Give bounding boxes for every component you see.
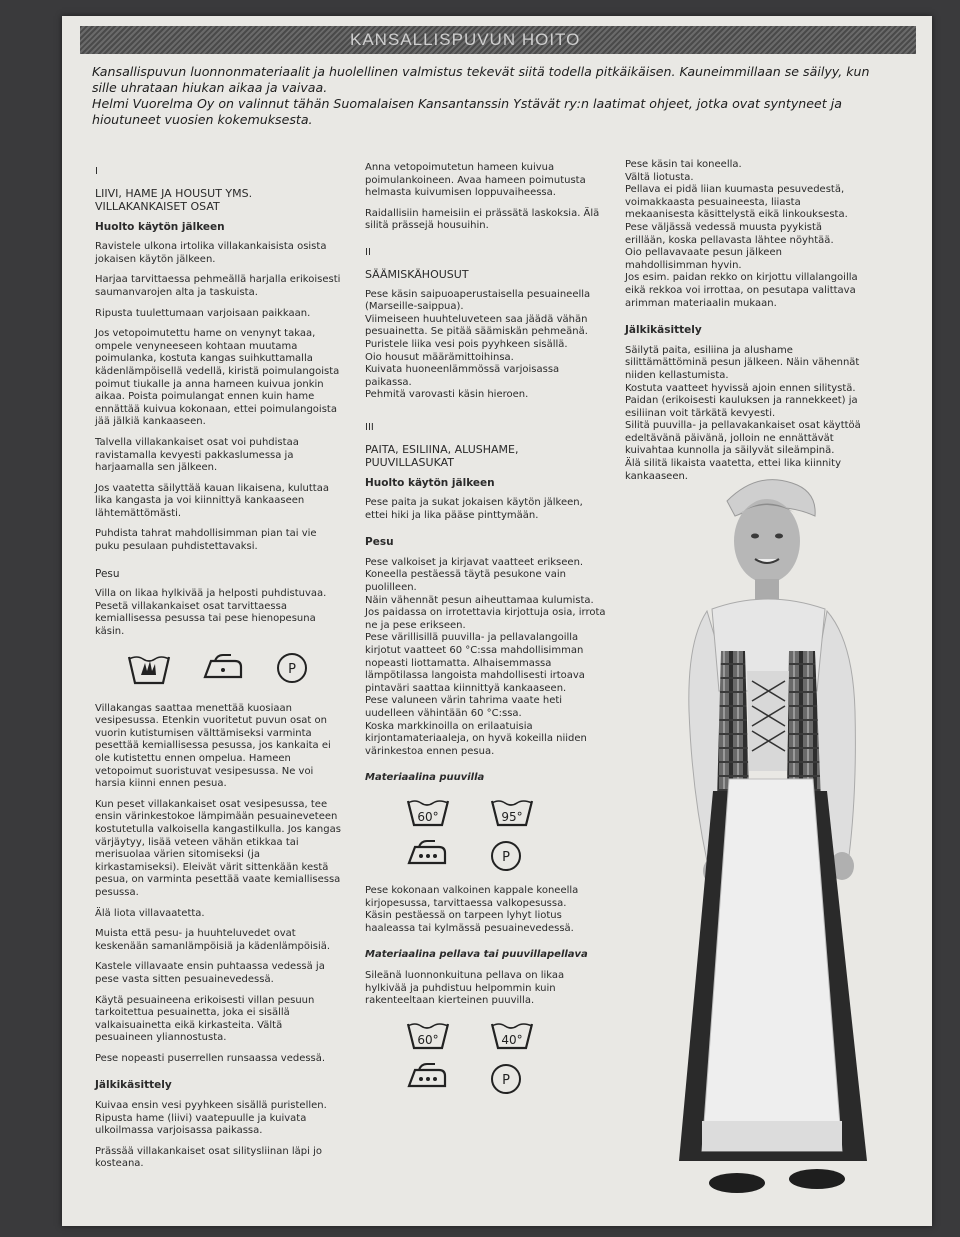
- s3-p4: Näin vähennät pesun aiheuttamaa kulumista.: [365, 594, 594, 606]
- s3-p9: Pese kokonaan valkoinen kappale koneella kirjopesussa, tarvittaessa valkopesussa.: [365, 884, 579, 909]
- wash-60-label-2: 60°: [417, 1032, 439, 1047]
- c3-p11: Älä silitä likaista vaatetta, ettei lika kiinnity kankaaseen.: [625, 458, 842, 482]
- c3-p9: Paidan (erikoisesti kauluksen ja rannekkeet) ja esiliinan voit tärkätä kevyesti.: [625, 395, 858, 419]
- dry-clean-p-icon-2: [489, 839, 523, 873]
- wash-95-label: 95°: [501, 809, 523, 824]
- iron-icon: [201, 653, 247, 683]
- costume-model-photo: [617, 461, 929, 1226]
- intro-paragraph-2: Helmi Vuorelma Oy on valinnut tähän Suomalaisen Kansantanssin Ystävät ry:n laatimat ohjeet, jotka ovat syntyneet ja hioutuneet vuosien kokemuksesta.: [92, 96, 842, 127]
- section-3-subheading-after-use: Huolto käytön jälkeen: [365, 476, 495, 489]
- c2-top-p2: Raidallisiin hameisiin ei prässätä laskoksia. Älä silitä prässejä housuihin.: [365, 207, 600, 232]
- intro-paragraph-1: Kansallispuvun luonnonmateriaalit ja huolellinen valmistus tekevät siitä todella pitkäikäisen. Kauneimmillaan se säilyy, kun sille uhrataan hiukan aikaa ja vaivaa.: [92, 64, 870, 95]
- s1-p14: Käytä pesuaineena erikoisesti villan pesuun tarkoitettua pesuainetta, joka ei sisällä valkaisuainetta eikä kirkasteita. Vältä pesuaineen yliannostusta.: [95, 994, 315, 1044]
- s1-p15: Pese nopeasti puserrellen runsaassa vedessä.: [95, 1052, 326, 1064]
- wash-40-icon: [489, 1018, 535, 1052]
- s1-p4: Jos vetopoimutettu hame on venynyt takaa, ompele venyneeseen kohtaan muutama poimulanka, kostuta kangas suihkuttamalla kädenlämpöisellä vedellä, kiristä poimulangoista poimut tiukalle ja anna hameen kuivua jonkin aikaa. Poista poimulangat ennen kuin hame ennättää kuivua kokonaan, ettei poimulangoista jää jälkiä kankaaseen.: [95, 328, 340, 428]
- s2-p6: Pehmitä varovasti käsin hieroen.: [365, 389, 529, 401]
- section-2-title: SÄÄMISKÄHOUSUT: [365, 267, 469, 281]
- s1-p9: Villakangas saattaa menettää kuosiaan vesipesussa. Etenkin vuoritetut puvun osat on vuorin kutistumisen välttämiseksi varminta pesettää kemiallisessa pesussa, jos kankaita ei ole kutistettu ennen ompelua. Hameen vetopoimut suoristuvat vesipesussa. Ne voi harsia kiinni ennen pesua.: [95, 702, 331, 790]
- s1-p8: Villa on likaa hylkivää ja helposti puhdistuvaa. Pesetä villakankaiset osat tarvittaessa kemiallisessa pesussa tai pese hienopesuna käsin.: [95, 588, 327, 638]
- c3-p6: Jos esim. paidan rekko on kirjottu villalangoilla eikä rekkoa voi irrottaa, on pesutapa valittava arimman materiaalin mukaan.: [625, 272, 858, 309]
- s3-p3: Koneella pestäessä täytä pesukone vain puolilleen.: [365, 569, 566, 594]
- column-2: [365, 162, 607, 1108]
- c3-p10: Silitä puuvilla- ja pellavakankaiset osat käyttöä edeltävänä päivänä, jolloin ne ennättävät kuivahtaa kunnolla ja säilyvät sileämpinä.: [625, 420, 861, 457]
- s3-p6: Pese värillisillä puuvilla- ja pellavalangoilla kirjotut vaatteet 60 °C:ssa mahdollisimman nopeasti liottamatta. Alhaisemmassa lämpötilassa langoista mahdollisesti irtoava pintaväri saattaa kiinnittyä kankaaseen.: [365, 632, 585, 694]
- c2-top-p1: Anna vetopoimutetun hameen kuivua poimulankoineen. Avaa hameen poimutusta helmasta kuivumisen loppuvaiheessa.: [365, 162, 586, 199]
- s2-p5: Kuivata huoneenlämmössä varjoisassa paikassa.: [365, 364, 560, 388]
- s2-p1: Pese käsin saipuoaperustaisella pesuaineella (Marseille-saippua).: [365, 288, 591, 313]
- c3-p7: Säilytä paita, esiliina ja alushame silittämättöminä pesun jälkeen. Näin vähennät niiden kellastumista.: [625, 344, 860, 381]
- s1-p10: Kun peset villakankaiset osat vesipesussa, tee ensin värinkestokoe lämpimään pesuaineveteen kostutetulla valkoisella kangastilkulla. Jos kangas värjäytyy, lisää veteen vähän etikkaa tai merisuolaa värien sitomiseksi (ja kirkastamiseksi). Eleivät värit sittenkään kestä pesua, on varminta pesettää vaate kemiallisessa pesussa.: [95, 798, 341, 898]
- c3-p2: Vältä liotusta.: [625, 171, 694, 183]
- section-3-title: PAITA, ESILIINA, ALUSHAME, PUUVILLASUKAT: [365, 442, 519, 469]
- section-1-number: I: [95, 166, 98, 177]
- column-1: [95, 166, 343, 1179]
- cotton-care-symbols: [405, 795, 607, 873]
- instruction-sheet: [62, 16, 932, 1226]
- s1-p3: Ripusta tuulettumaan varjoisaan paikkaan.: [95, 307, 311, 319]
- section-1-title: LIIVI, HAME JA HOUSUT YMS. VILLAKANKAISET OSAT: [95, 186, 253, 213]
- c3-p4: Pese väljässä vedessä muusta pyykistä erillään, koska pellavasta lähtee nöyhtää.: [625, 221, 834, 246]
- s3-p5: Jos paidassa on irrotettavia kirjottuja osia, irrota ne ja pese erikseen.: [365, 607, 606, 631]
- wash-60-label: 60°: [417, 809, 439, 824]
- s1-p7: Puhdista tahrat mahdollisimman pian tai vie puku pesulaan puhdistettavaksi.: [95, 528, 317, 553]
- section-1-subheading-after-use: Huolto käytön jälkeen: [95, 220, 225, 233]
- s1-p13: Kastele villavaate ensin puhtaassa vedessä ja pese vasta sitten pesuainevedessä.: [95, 961, 325, 985]
- section-1-subheading-after-treatment: Jälkikäsittely: [95, 1079, 172, 1092]
- linen-care-symbols: [405, 1018, 607, 1096]
- s1-p16: Kuivaa ensin vesi pyyhkeen sisällä puristellen. Ripusta hame (liivi) vaatepuulle ja kuivata ulkoilmassa varjoisassa paikassa.: [95, 1100, 327, 1137]
- s1-p1: Ravistele ulkona irtolika villakankaisista osista jokaisen käytön jälkeen.: [95, 241, 327, 265]
- iron-hot-icon: [405, 839, 451, 869]
- wool-care-symbols: [125, 649, 343, 687]
- title-banner: [80, 26, 916, 54]
- s3-p2: Pese valkoiset ja kirjavat vaatteet erikseen.: [365, 556, 584, 568]
- s1-p17: Prässää villakankaiset osat silitysliinan läpi jo kosteana.: [95, 1145, 322, 1170]
- iron-hot-icon-2: [405, 1062, 451, 1092]
- s3-p11: Sileänä luonnonkuituna pellava on likaa hylkivää ja puhdistuu helpommin kuin rakenteeltaan kierteinen puuvilla.: [365, 969, 565, 1007]
- wash-60-icon-2: [405, 1018, 451, 1052]
- wash-95-icon: [489, 795, 535, 829]
- dry-clean-p-label-2: P: [502, 849, 510, 865]
- dry-clean-p-label: P: [288, 661, 296, 677]
- section-2-number: II: [365, 246, 371, 258]
- section-3-subheading-linen: Materiaalina pellava tai puuvillapellava: [365, 949, 588, 961]
- dry-clean-p-icon-3: [489, 1062, 523, 1096]
- dry-clean-p-icon: [275, 651, 309, 685]
- s2-p2: Viimeiseen huuhteluveteen saa jäädä vähän pesuainetta. Se pitää säämiskän pehmeänä.: [365, 313, 588, 338]
- c3-p3: Pellava ei pidä liian kuumasta pesuvedestä, voimakkaasta pesuaineesta, liiasta mekaanisesta käsittelystä eikä linkouksesta.: [625, 184, 848, 221]
- s1-p5: Talvella villakankaiset osat voi puhdistaa ravistamalla kevyesti pakkaslumessa ja harjaamalla sen jälkeen.: [95, 436, 299, 474]
- c3-p5: Oio pellavavaate pesun jälkeen mahdollisimman hyvin.: [625, 247, 782, 271]
- s1-p2: Harjaa tarvittaessa pehmeällä harjalla erikoisesti saumanvarojen alta ja taskuista.: [95, 274, 341, 298]
- c3-p8: Kostuta vaatteet hyvissä ajoin ennen silitystä.: [625, 382, 856, 394]
- banner-title: KANSALLISPUVUN HOITO: [350, 30, 581, 49]
- s3-p1: Pese paita ja sukat jokaisen käytön jälkeen, ettei hiki ja lika pääse pinttymään.: [365, 497, 583, 521]
- section-3-number: III: [365, 421, 374, 433]
- s3-p10: Käsin pestäessä on tarpeen lyhyt liotus haaleassa tai kylmässä pesuainevedessä.: [365, 910, 574, 934]
- s3-p7: Pese valuneen värin tahrima vaate heti uudelleen vähintään 60 °C:ssa.: [365, 695, 563, 719]
- section-1-subheading-wash: Pesu: [95, 567, 120, 580]
- section-3-subheading-wash: Pesu: [365, 536, 394, 549]
- section-3-subheading-cotton: Materiaalina puuvilla: [365, 772, 485, 784]
- s2-p3: Puristele liika vesi pois pyyhkeen sisällä.: [365, 338, 568, 350]
- dry-clean-p-label-3: P: [502, 1072, 510, 1088]
- wash-60-icon: [405, 795, 451, 829]
- s1-p6: Jos vaatetta säilyttää kauan likaisena, kuluttaa lika kangasta ja voi kiinnittyä kankaaseen lähtemättömästi.: [95, 482, 329, 519]
- intro-text: [92, 64, 892, 128]
- s1-p11: Älä liota villavaatetta.: [95, 907, 205, 919]
- wash-40-label: 40°: [501, 1032, 523, 1047]
- c3-p1: Pese käsin tai koneella.: [625, 159, 742, 170]
- col3-subheading-after-treatment: Jälkikäsittely: [625, 324, 702, 337]
- column-3: [625, 159, 865, 491]
- s3-p8: Koska markkinoilla on erilaatuisia kirjontamateriaaleja, on hyvä kokeilla niiden värinkestoa ennen pesua.: [365, 720, 587, 757]
- s1-p12: Muista että pesu- ja huuhteluvedet ovat keskenään samanlämpöisiä ja kädenlämpöisiä.: [95, 928, 331, 952]
- hand-wash-icon: [125, 649, 173, 687]
- s2-p4: Oio housut määrämittoihinsa.: [365, 351, 514, 363]
